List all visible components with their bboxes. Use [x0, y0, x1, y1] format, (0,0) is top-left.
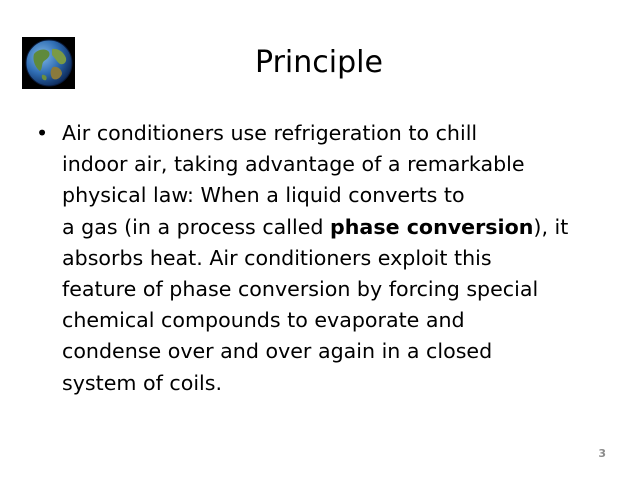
text-line — [62, 212, 608, 243]
text-line: indoor air, taking advantage of a remarkable — [62, 152, 525, 177]
text-line: physical law: When a liquid converts to — [62, 183, 465, 208]
bold-term: phase conversion — [330, 214, 534, 239]
text-line: chemical compounds to evaporate and — [62, 308, 465, 333]
text-segment: a gas (in a process called — [62, 214, 331, 239]
page-number: 3 — [598, 447, 606, 460]
text-line: system of coils. — [62, 370, 223, 395]
slide-title: Principle — [255, 45, 383, 80]
text-line: condense over and over again in a closed — [62, 339, 493, 364]
text-line: feature of phase conversion by forcing special — [62, 277, 539, 302]
bullet-paragraph — [62, 118, 608, 399]
text-segment: ), it — [533, 214, 569, 239]
text-line: Air conditioners use refrigeration to chill — [62, 121, 478, 145]
bullet-marker: • — [36, 121, 49, 145]
slide-content — [36, 118, 608, 399]
text-line: absorbs heat. Air conditioners exploit this — [62, 245, 492, 270]
